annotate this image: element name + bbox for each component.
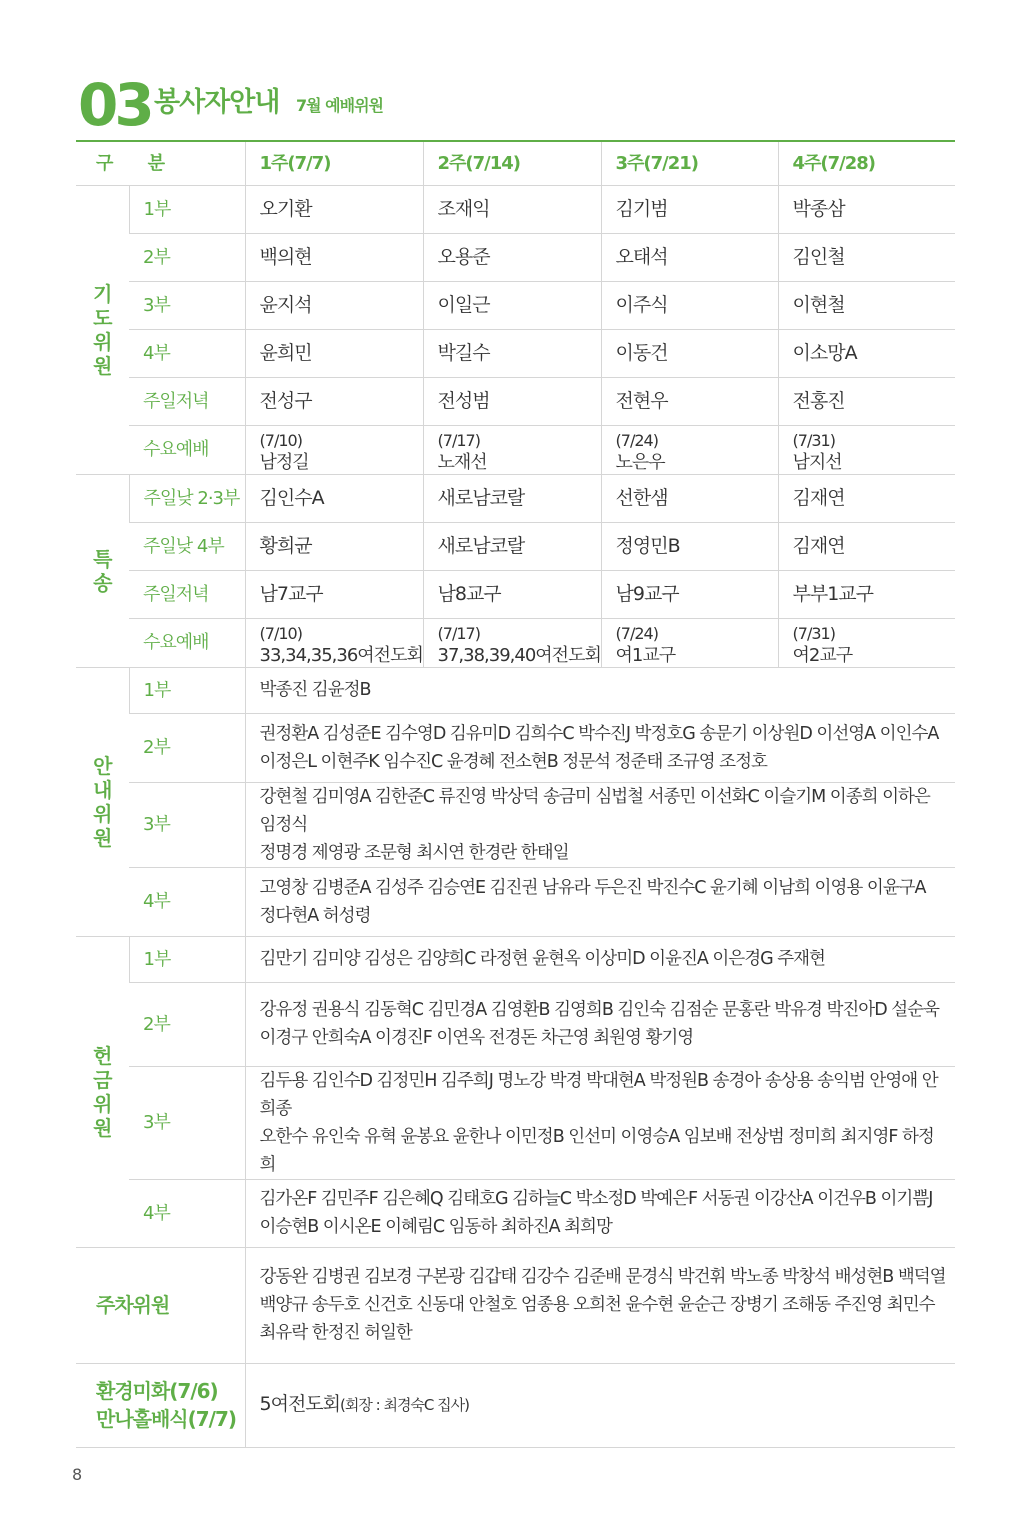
table-row xyxy=(76,667,955,713)
name-cell: 오태석 xyxy=(601,233,778,281)
column-header-week: 1주(7/7) xyxy=(245,141,423,185)
name-cell: 박종삼 xyxy=(778,185,955,233)
row-label: 3부 xyxy=(129,281,245,329)
names-line: 강동완 김병권 김보경 구본광 김갑태 김강수 김준배 문경식 박건휘 박노종 박창석 배성현B 백덕열 xyxy=(259,1267,946,1287)
dated-cell xyxy=(423,425,601,474)
name-cell: 선한샘 xyxy=(601,474,778,522)
row-label: 4부 xyxy=(129,867,245,936)
names-line: 김만기 김미양 김성은 김양희C 라정현 윤현옥 이상미D 이윤진A 이은경G 주재현 xyxy=(259,949,825,969)
section-subtitle: 7월 예배위원 xyxy=(296,96,383,115)
names-cell xyxy=(245,1066,955,1179)
names-line: 이정은L 이현주K 임수진C 윤경혜 전소현B 정문석 정준태 조규영 조정호 xyxy=(259,751,767,772)
name-cell: 박길수 xyxy=(423,329,601,377)
row-label: 주일낮 2·3부 xyxy=(129,474,245,522)
group-label xyxy=(76,667,129,936)
name-cell: 부부1교구 xyxy=(778,570,955,618)
table-row xyxy=(76,1179,955,1247)
table-row xyxy=(76,618,955,667)
name-cell: 새로남코랄 xyxy=(423,474,601,522)
names-line: 고영창 김병준A 김성주 김승연E 김진권 남유라 두은진 박진수C 윤기혜 이남희 이영용 이윤구A xyxy=(259,877,926,898)
dated-cell xyxy=(245,618,423,667)
name-text: 여2교구 xyxy=(792,644,853,666)
name-cell: 이일근 xyxy=(423,281,601,329)
name-cell: 전홍진 xyxy=(778,377,955,425)
group-label xyxy=(76,936,129,1247)
name-cell: 새로남코랄 xyxy=(423,522,601,570)
names-line: 박종진 김윤정B xyxy=(259,680,371,700)
table-row xyxy=(76,1363,955,1447)
date-text: (7/24) xyxy=(615,623,658,643)
environment-value-note: (회장 : 최경숙C 집사) xyxy=(340,1396,469,1414)
row-label: 수요예배 xyxy=(129,425,245,474)
date-text: (7/24) xyxy=(615,430,658,450)
row-label: 주일저녁 xyxy=(129,570,245,618)
row-label: 2부 xyxy=(129,982,245,1066)
table-row xyxy=(76,233,955,281)
page-number: 8 xyxy=(72,1465,83,1484)
date-text: (7/17) xyxy=(437,430,480,450)
row-label: 1부 xyxy=(129,185,245,233)
group-label xyxy=(76,185,129,474)
column-header-week: 3주(7/21) xyxy=(601,141,778,185)
names-cell xyxy=(245,936,955,982)
table-row xyxy=(76,982,955,1066)
date-text: (7/17) xyxy=(437,623,480,643)
name-cell: 전성구 xyxy=(245,377,423,425)
names-cell xyxy=(245,867,955,936)
date-text: (7/10) xyxy=(259,430,302,450)
environment-label-line: 환경미화(7/6) xyxy=(96,1379,218,1403)
dated-cell xyxy=(423,618,601,667)
name-cell: 김인수A xyxy=(245,474,423,522)
row-label: 4부 xyxy=(129,329,245,377)
environment-value xyxy=(245,1363,955,1447)
environment-label xyxy=(76,1363,245,1447)
names-line: 강유정 권용식 김동혁C 김민경A 김영환B 김영희B 김인숙 김점순 문홍란 박유경 박진아D 설순욱 xyxy=(259,1000,939,1020)
name-cell: 전현우 xyxy=(601,377,778,425)
name-cell: 김인철 xyxy=(778,233,955,281)
name-cell: 윤희민 xyxy=(245,329,423,377)
name-text: 33,34,35,36여전도회 xyxy=(259,644,423,666)
name-cell: 김재연 xyxy=(778,522,955,570)
volunteer-schedule-table xyxy=(76,140,955,1448)
name-cell: 조재익 xyxy=(423,185,601,233)
names-cell xyxy=(245,1179,955,1247)
table-row xyxy=(76,141,955,185)
name-cell: 백의현 xyxy=(245,233,423,281)
name-cell: 정영민B xyxy=(601,522,778,570)
dated-cell xyxy=(601,425,778,474)
name-text: 여1교구 xyxy=(615,644,676,666)
column-header-week: 2주(7/14) xyxy=(423,141,601,185)
table-row xyxy=(76,377,955,425)
names-line: 권정환A 김성준E 김수영D 김유미D 김희수C 박수진J 박정호G 송문기 이상원D 이선영A 이인수A xyxy=(259,723,939,744)
name-text: 노은우 xyxy=(615,451,665,473)
dated-cell xyxy=(245,425,423,474)
name-cell: 이주식 xyxy=(601,281,778,329)
date-text: (7/31) xyxy=(792,430,835,450)
table-row xyxy=(76,329,955,377)
name-cell: 남8교구 xyxy=(423,570,601,618)
dated-cell xyxy=(778,425,955,474)
name-cell: 김재연 xyxy=(778,474,955,522)
parking-label: 주차위원 xyxy=(76,1247,245,1363)
table-row xyxy=(76,1247,955,1363)
name-cell: 전성범 xyxy=(423,377,601,425)
table-row xyxy=(76,936,955,982)
names-line: 정다현A 허성령 xyxy=(259,905,371,926)
dated-cell xyxy=(601,618,778,667)
section-title: 봉사자안내 xyxy=(154,87,280,118)
name-text: 남지선 xyxy=(792,451,842,473)
names-line: 이승현B 이시온E 이혜림C 임동하 최하진A 최희망 xyxy=(259,1217,612,1237)
name-text: 남정길 xyxy=(259,451,309,473)
group-label-text: 특송 xyxy=(93,546,112,595)
names-cell xyxy=(245,782,955,867)
row-label: 주일낮 4부 xyxy=(129,522,245,570)
name-cell: 남9교구 xyxy=(601,570,778,618)
names-line: 최유락 한정진 허일한 xyxy=(259,1323,412,1343)
names-cell xyxy=(245,713,955,782)
row-label: 주일저녁 xyxy=(129,377,245,425)
row-label: 수요예배 xyxy=(129,618,245,667)
name-cell: 이동건 xyxy=(601,329,778,377)
environment-label-line: 만나홀배식(7/7) xyxy=(96,1407,237,1431)
row-label: 2부 xyxy=(129,233,245,281)
name-text: 노재선 xyxy=(437,451,487,473)
column-header-category: 구 분 xyxy=(76,141,245,185)
names-line: 오한수 유인숙 유혁 윤봉요 윤한나 이민정B 인선미 이영승A 임보배 전상범 정미희 최지영F 하정희 xyxy=(259,1126,934,1175)
row-label: 1부 xyxy=(129,936,245,982)
names-line: 강현철 김미영A 김한준C 류진영 박상덕 송금미 심법철 서종민 이선화C 이슬기M 이종희 이하은 임정식 xyxy=(259,786,930,835)
table-row xyxy=(76,713,955,782)
row-label: 1부 xyxy=(129,667,245,713)
table-row xyxy=(76,570,955,618)
row-label: 4부 xyxy=(129,1179,245,1247)
table-row xyxy=(76,522,955,570)
column-header-week: 4주(7/28) xyxy=(778,141,955,185)
name-cell: 오용준 xyxy=(423,233,601,281)
names-cell xyxy=(245,1247,955,1363)
names-line: 이경구 안희숙A 이경진F 이연옥 전경돈 차근영 최원영 황기영 xyxy=(259,1028,694,1048)
row-label: 3부 xyxy=(129,1066,245,1179)
names-cell xyxy=(245,982,955,1066)
table-row xyxy=(76,1066,955,1179)
table-row xyxy=(76,474,955,522)
dated-cell xyxy=(778,618,955,667)
section-number: 03 xyxy=(78,71,151,139)
name-cell: 오기환 xyxy=(245,185,423,233)
table-row xyxy=(76,185,955,233)
group-label-text: 헌금위원 xyxy=(93,1043,112,1140)
table-row xyxy=(76,867,955,936)
name-cell: 이현철 xyxy=(778,281,955,329)
table-row xyxy=(76,281,955,329)
environment-value-main: 5여전도회 xyxy=(259,1393,341,1415)
row-label: 3부 xyxy=(129,782,245,867)
names-line: 백양규 송두호 신건호 신동대 안철호 엄종용 오희천 윤수현 윤순근 장병기 조해동 주진영 최민수 xyxy=(259,1295,935,1315)
table-row xyxy=(76,425,955,474)
name-cell: 황희균 xyxy=(245,522,423,570)
date-text: (7/31) xyxy=(792,623,835,643)
group-label xyxy=(76,474,129,667)
row-label: 2부 xyxy=(129,713,245,782)
name-cell: 윤지석 xyxy=(245,281,423,329)
names-line: 정명경 제영광 조문형 최시연 한경란 한태일 xyxy=(259,842,569,863)
table-row xyxy=(76,782,955,867)
name-cell: 김기범 xyxy=(601,185,778,233)
names-cell xyxy=(245,667,955,713)
names-line: 김가온F 김민주F 김은혜Q 김태호G 김하늘C 박소정D 박예은F 서동권 이강산A 이건우B 이기쁨J xyxy=(259,1189,933,1209)
name-cell: 이소망A xyxy=(778,329,955,377)
names-line: 김두용 김인수D 김정민H 김주희J 명노강 박경 박대현A 박정원B 송경아 송상용 송익범 안영애 안희종 xyxy=(259,1070,938,1119)
group-label-text: 안내위원 xyxy=(93,753,112,850)
name-cell: 남7교구 xyxy=(245,570,423,618)
group-label-text: 기도위원 xyxy=(93,281,112,378)
date-text: (7/10) xyxy=(259,623,302,643)
name-text: 37,38,39,40여전도회 xyxy=(437,644,601,666)
